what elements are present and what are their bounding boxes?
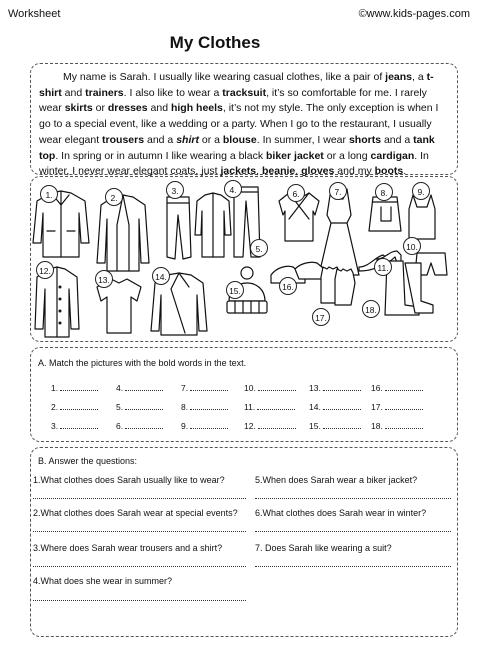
bold-keyword: jackets	[220, 165, 257, 178]
bold-keyword: jeans	[385, 71, 413, 83]
answer-dotted-line[interactable]	[60, 401, 98, 410]
question-1: 1.What clothes does Sarah usually like to wear?	[33, 475, 225, 485]
question-4: 4.What does she wear in summer?	[33, 576, 173, 586]
match-number: 15.	[309, 421, 321, 431]
match-number: 14.	[309, 402, 321, 412]
story-box	[30, 63, 458, 178]
bold-keyword: shirt	[176, 133, 199, 146]
bold-keyword: biker jacket	[266, 149, 324, 162]
site-url: www.kids-pages.com	[366, 8, 470, 20]
story-text-segment: and	[147, 102, 171, 115]
answer-dotted-line[interactable]	[125, 382, 163, 391]
bold-keyword: trainers	[85, 86, 124, 99]
answer-dotted-line[interactable]	[60, 420, 98, 429]
question-6: 6.What clothes does Sarah wear in winter?	[255, 508, 427, 518]
answer-dotted-line[interactable]	[257, 401, 295, 410]
answer-dotted-line[interactable]	[60, 382, 98, 391]
answer-line-1[interactable]	[33, 498, 246, 499]
bold-keyword: tracksuit	[222, 86, 267, 99]
match-answer-blank[interactable]	[309, 401, 361, 412]
bold-keyword: trousers	[102, 133, 145, 146]
picture-number: 3.	[166, 181, 184, 199]
story-text-segment: and a	[381, 133, 414, 146]
match-number: 7.	[181, 383, 189, 393]
match-answer-blank[interactable]	[371, 382, 423, 393]
tracksuit-pants-icon	[167, 197, 191, 259]
answer-dotted-line[interactable]	[258, 420, 296, 429]
match-answer-blank[interactable]	[244, 401, 295, 412]
picture-number: 17.	[312, 308, 330, 326]
answer-dotted-line[interactable]	[125, 420, 163, 429]
answer-dotted-line[interactable]	[323, 382, 361, 391]
match-answer-blank[interactable]	[309, 382, 361, 393]
match-answer-blank[interactable]	[371, 401, 423, 412]
questions-exercise	[30, 447, 458, 637]
picture-number: 5.	[250, 239, 268, 257]
picture-number: 8.	[375, 183, 393, 201]
question-2: 2.What clothes does Sarah wear at special events?	[33, 508, 238, 518]
question-5: 5.When does Sarah wear a biker jacket?	[255, 475, 418, 485]
page-title: My Clothes	[169, 33, 261, 52]
match-number: 5.	[116, 402, 124, 412]
match-number: 11.	[244, 402, 256, 412]
match-number: 8.	[181, 402, 189, 412]
clothes-illustrations	[31, 177, 459, 343]
picture-number: 11.	[374, 258, 392, 276]
picture-number: 13.	[95, 270, 113, 288]
bold-keyword: beanie	[261, 165, 296, 178]
bold-keyword: boots	[374, 165, 404, 178]
bold-keyword: gloves	[301, 165, 335, 178]
answer-line-7[interactable]	[255, 566, 451, 567]
tank-top-icon	[409, 195, 435, 239]
match-number: 10.	[244, 383, 256, 393]
match-answer-blank[interactable]	[181, 420, 228, 431]
picture-number: 10.	[403, 237, 421, 255]
match-answer-blank[interactable]	[116, 401, 163, 412]
match-number: 12.	[244, 421, 256, 431]
question-7: 7. Does Sarah like wearing a suit?	[255, 543, 392, 553]
bold-keyword: skirts	[64, 102, 93, 115]
story-paragraph	[39, 70, 451, 180]
answer-line-3[interactable]	[33, 566, 246, 567]
picture-number: 12.	[36, 261, 54, 279]
answer-dotted-line[interactable]	[190, 420, 228, 429]
cardigan-icon	[97, 195, 149, 271]
picture-number: 6.	[287, 184, 305, 202]
match-answer-blank[interactable]	[51, 401, 98, 412]
story-text-segment: , it’s so comfortable for me. I rarely wear	[39, 86, 427, 115]
answer-line-2[interactable]	[33, 531, 246, 532]
story-text-segment: ,	[256, 165, 262, 178]
matching-exercise	[30, 347, 458, 442]
jacket-icon	[33, 191, 89, 257]
match-number: 16.	[371, 383, 383, 393]
answer-line-4[interactable]	[33, 600, 246, 601]
tracksuit-jacket-icon	[195, 193, 231, 257]
match-answer-blank[interactable]	[244, 382, 296, 393]
answer-line-6[interactable]	[255, 531, 451, 532]
bold-keyword: dresses	[107, 102, 148, 115]
questions-title: B. Answer the questions:	[38, 456, 138, 466]
story-text	[39, 70, 451, 180]
match-number: 3.	[51, 421, 59, 431]
match-answer-blank[interactable]	[244, 420, 296, 431]
bold-keyword: high heels	[170, 102, 223, 115]
answer-dotted-line[interactable]	[190, 401, 228, 410]
skirt-icon	[369, 197, 401, 231]
picture-number: 14.	[152, 267, 170, 285]
question-3: 3.Where does Sarah wear trousers and a shirt?	[33, 543, 223, 553]
answer-dotted-line[interactable]	[125, 401, 163, 410]
story-text-segment: . I also like to wear a	[123, 86, 223, 99]
dress-icon	[319, 189, 359, 275]
picture-number: 1.	[40, 185, 58, 203]
match-answer-blank[interactable]	[309, 420, 361, 431]
story-text-segment: .	[403, 165, 407, 178]
picture-number: 16.	[279, 277, 297, 295]
match-number: 18.	[371, 421, 383, 431]
answer-dotted-line[interactable]	[190, 382, 228, 391]
answer-dotted-line[interactable]	[385, 401, 423, 410]
bold-keyword: t-shirt	[39, 71, 434, 99]
answer-dotted-line[interactable]	[385, 420, 423, 429]
match-number: 13.	[309, 383, 321, 393]
bold-keyword: tank top	[39, 133, 435, 162]
story-text-segment: . In winter, I never wear elegant coats, just	[39, 149, 429, 178]
match-answer-blank[interactable]	[371, 420, 423, 431]
story-text-segment: and my	[334, 165, 375, 178]
bold-keyword: blouse	[222, 133, 257, 146]
story-text-segment: or a long	[323, 149, 371, 162]
picture-number: 9.	[412, 182, 430, 200]
match-number: 9.	[181, 421, 189, 431]
site-credit	[359, 8, 470, 20]
answer-dotted-line[interactable]	[323, 401, 361, 410]
answer-dotted-line[interactable]	[323, 420, 361, 429]
match-number: 17.	[371, 402, 383, 412]
story-text-segment: ,	[295, 165, 302, 178]
picture-number: 7.	[329, 182, 347, 200]
copyright-symbol: ©	[358, 8, 367, 20]
story-text-segment: or	[92, 102, 108, 115]
bold-keyword: shorts	[348, 133, 382, 146]
story-text-segment: . In summer, I wear	[256, 133, 349, 146]
match-answer-blank[interactable]	[116, 420, 163, 431]
story-text-segment: , it’s not my style. The only exception is when I go to a special event, like a wedding or a party. When I go to the restaurant, I usually wear elegant	[39, 102, 439, 146]
story-text-segment: or a	[198, 133, 223, 146]
story-text-segment: , a	[412, 71, 427, 83]
answer-dotted-line[interactable]	[385, 382, 423, 391]
story-text-segment: and a	[144, 133, 177, 146]
pictures-box	[30, 176, 458, 342]
match-answer-blank[interactable]	[51, 382, 98, 393]
picture-number: 18.	[362, 300, 380, 318]
bold-keyword: cardigan	[370, 149, 415, 162]
matching-title: A. Match the pictures with the bold words in the text.	[38, 358, 247, 368]
story-text-segment: My name is Sarah. I usually like wearing casual clothes, like a pair of	[63, 71, 386, 83]
answer-dotted-line[interactable]	[258, 382, 296, 391]
picture-number: 4.	[224, 180, 242, 198]
answer-line-5[interactable]	[255, 498, 451, 499]
picture-number: 15.	[226, 281, 244, 299]
match-answer-blank[interactable]	[51, 420, 98, 431]
match-number: 1.	[51, 383, 59, 393]
match-number: 2.	[51, 402, 59, 412]
match-answer-blank[interactable]	[181, 401, 228, 412]
story-text-segment: and	[61, 86, 86, 99]
picture-number: 2.	[105, 188, 123, 206]
match-number: 4.	[116, 383, 124, 393]
worksheet-label: Worksheet	[8, 8, 61, 20]
match-answer-blank[interactable]	[181, 382, 228, 393]
match-number: 6.	[116, 421, 124, 431]
story-text-segment: . In spring or in autumn I like wearing a black	[55, 149, 267, 162]
gloves-icon	[321, 267, 355, 305]
match-answer-blank[interactable]	[116, 382, 163, 393]
